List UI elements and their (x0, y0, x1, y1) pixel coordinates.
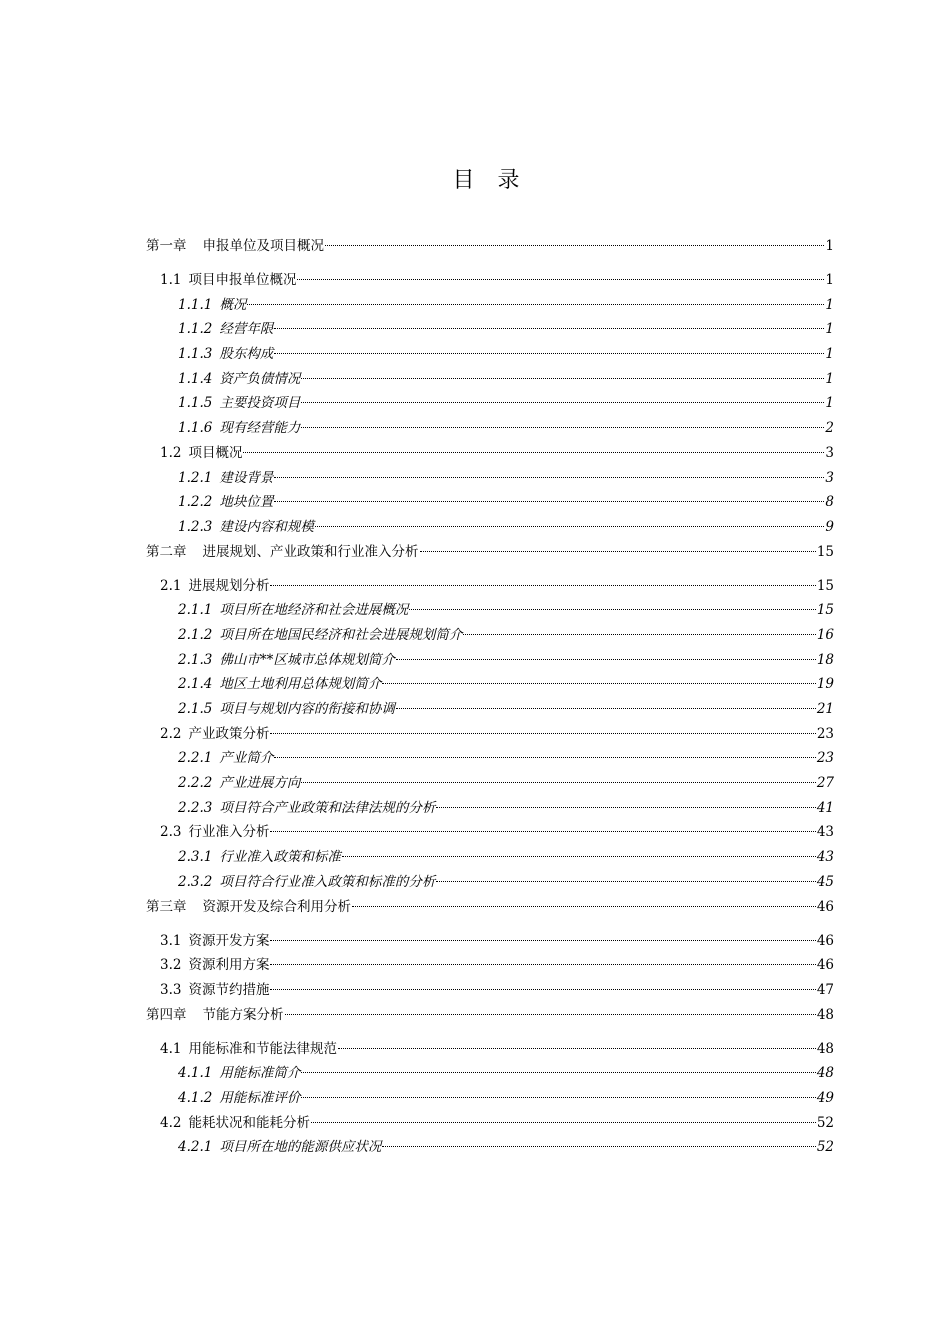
toc-dot-leader (270, 964, 815, 965)
toc-entry-number: 2.3 (160, 824, 182, 841)
toc-entry-text: 产业简介 (219, 750, 274, 767)
toc-entry-number: 2.3.1 (178, 849, 213, 866)
toc-dot-leader (436, 881, 815, 882)
toc-entry-text: 资源开发方案 (188, 932, 270, 949)
toc-entry-text: 资源节约措施 (188, 981, 270, 998)
toc-entry-label (146, 895, 351, 920)
toc-entry-number: 2.1.3 (178, 651, 213, 668)
table-of-contents (146, 234, 834, 1160)
toc-dot-leader (274, 757, 815, 758)
toc-entry[interactable] (146, 953, 834, 978)
toc-page-number: 52 (816, 1114, 834, 1131)
toc-entry-text: 建设背景 (219, 469, 274, 486)
toc-page-number: 15 (816, 577, 834, 594)
toc-entry-number: 2.2.1 (178, 750, 213, 767)
toc-entry-number: 2.1.2 (178, 626, 213, 643)
toc-page-number: 15 (816, 543, 834, 560)
toc-page-number: 3 (825, 444, 834, 461)
toc-dot-leader (338, 1048, 816, 1049)
toc-entry-text: 申报单位及项目概况 (202, 238, 324, 254)
toc-page-number: 3 (825, 469, 834, 486)
toc-entry-text: 项目所在地经济和社会进展概况 (219, 602, 409, 619)
toc-entry-text: 现有经营能力 (219, 420, 301, 437)
toc-entry[interactable] (146, 1037, 834, 1062)
toc-page-number: 45 (816, 873, 834, 890)
toc-page-number: 2 (825, 420, 834, 437)
toc-page-number: 21 (816, 701, 834, 717)
toc-entry-text: 节能方案分析 (202, 1006, 284, 1023)
toc-entry-text: 地区土地利用总体规划简介 (219, 676, 382, 693)
toc-entry[interactable] (146, 895, 834, 929)
toc-entry-label (178, 490, 273, 515)
toc-dot-leader (301, 402, 824, 403)
toc-entry-text: 行业准入分析 (188, 824, 270, 841)
toc-entry-text: 地块位置 (219, 494, 274, 511)
toc-entry-text: 资源利用方案 (188, 957, 270, 974)
toc-dot-leader (382, 1146, 815, 1147)
toc-dot-leader (315, 526, 825, 527)
toc-entry-text: 用能标准简介 (219, 1065, 301, 1082)
toc-entry[interactable] (146, 1061, 834, 1086)
toc-page-number: 49 (816, 1089, 834, 1106)
toc-page-number: 48 (816, 1040, 834, 1057)
toc-entry-label (178, 796, 435, 821)
toc-dot-leader (301, 1072, 815, 1073)
toc-entry-number: 1.1 (160, 272, 182, 288)
toc-entry-label (146, 540, 419, 565)
toc-entry[interactable] (146, 820, 834, 845)
toc-entry-text: 股东构成 (219, 346, 274, 363)
toc-dot-leader (270, 831, 815, 832)
toc-dot-leader (436, 807, 815, 808)
toc-page-number: 46 (816, 898, 834, 915)
toc-dot-leader (396, 659, 816, 660)
toc-entry-label (178, 1086, 300, 1111)
toc-entry-number: 1.1.5 (178, 395, 213, 412)
toc-entry-label (178, 391, 300, 416)
toc-entry-label (160, 268, 296, 293)
toc-entry-number: 2.2 (160, 725, 182, 742)
toc-entry-number: 2.1.1 (178, 602, 213, 619)
toc-entry-text: 主要投资项目 (219, 395, 301, 412)
toc-entry-number: 3.2 (160, 957, 182, 974)
toc-entry-text: 项目与规划内容的衔接和协调 (219, 701, 395, 717)
toc-entry-label (160, 953, 269, 978)
toc-dot-leader (247, 304, 824, 305)
toc-entry[interactable] (146, 929, 834, 954)
toc-entry-text: 产业政策分析 (188, 725, 270, 742)
toc-dot-leader (270, 585, 815, 586)
toc-dot-leader (270, 940, 815, 941)
toc-page-number: 43 (816, 824, 834, 841)
toc-entry[interactable] (146, 1086, 834, 1111)
toc-entry-number: 1.1.4 (178, 370, 213, 387)
toc-entry-label (178, 367, 300, 392)
toc-entry-label (178, 771, 300, 796)
toc-entry[interactable] (146, 234, 834, 268)
toc-dot-leader (301, 1097, 815, 1098)
toc-entry-label (178, 1061, 300, 1086)
toc-dot-leader (301, 782, 815, 783)
toc-dot-leader (325, 245, 824, 246)
toc-entry-label (178, 293, 246, 318)
toc-entry-text: 项目概况 (188, 444, 243, 461)
toc-entry[interactable] (146, 978, 834, 1003)
toc-page-number: 1 (825, 395, 834, 412)
toc-entry-label (178, 598, 408, 623)
toc-entry[interactable] (146, 845, 834, 870)
toc-entry-label (178, 648, 395, 673)
toc-entry[interactable] (146, 466, 834, 491)
toc-entry[interactable] (146, 515, 834, 540)
toc-entry-number: 2.3.2 (178, 873, 213, 890)
toc-dot-leader (311, 1122, 816, 1123)
toc-page-number: 1 (825, 370, 834, 387)
toc-page-number: 1 (825, 346, 834, 363)
toc-page-number: 15 (816, 602, 834, 619)
toc-entry-number: 4.2 (160, 1114, 182, 1131)
toc-entry[interactable] (146, 416, 834, 441)
toc-page-number: 1 (825, 321, 834, 338)
toc-dot-leader (274, 328, 824, 329)
toc-entry[interactable] (146, 623, 834, 648)
toc-entry-number: 2.1.4 (178, 676, 213, 693)
toc-page-number: 27 (816, 775, 834, 792)
toc-page-number: 43 (816, 849, 834, 866)
toc-entry-label (146, 1003, 284, 1028)
toc-dot-leader (274, 501, 824, 502)
toc-dot-leader (301, 378, 824, 379)
toc-entry[interactable] (146, 648, 834, 673)
toc-entry-number: 1.1.2 (178, 321, 213, 338)
toc-entry-label (146, 234, 324, 259)
toc-page-number: 48 (816, 1065, 834, 1082)
toc-entry-text: 项目符合产业政策和法律法规的分析 (219, 799, 436, 816)
toc-entry-text: 用能标准评价 (219, 1089, 301, 1106)
toc-dot-leader (352, 906, 816, 907)
toc-dot-leader (243, 452, 824, 453)
toc-entry-label (178, 672, 381, 697)
toc-dot-leader (274, 353, 824, 354)
toc-entry[interactable] (146, 722, 834, 747)
toc-entry-number: 第四章 (146, 1006, 187, 1023)
toc-dot-leader (301, 427, 824, 428)
toc-entry-label (178, 317, 273, 342)
toc-dot-leader (274, 477, 824, 478)
toc-entry-number: 第一章 (146, 238, 187, 254)
toc-entry[interactable] (146, 870, 834, 895)
toc-dot-leader (285, 1014, 816, 1015)
toc-page-number: 9 (825, 518, 834, 535)
toc-entry-number: 4.1.1 (178, 1065, 213, 1082)
toc-page-number: 46 (816, 932, 834, 949)
toc-entry-label (160, 441, 242, 466)
toc-entry-number: 1.2.2 (178, 494, 213, 511)
toc-entry[interactable] (146, 367, 834, 392)
toc-entry[interactable] (146, 796, 834, 821)
toc-entry-number: 1.2.3 (178, 518, 213, 535)
toc-entry[interactable] (146, 268, 834, 293)
toc-entry-text: 资源开发及综合利用分析 (202, 898, 351, 915)
toc-entry-number: 4.1 (160, 1040, 182, 1057)
toc-entry[interactable] (146, 391, 834, 416)
toc-dot-leader (420, 551, 816, 552)
toc-page-number: 41 (816, 799, 834, 816)
toc-entry-text: 经营年限 (219, 321, 274, 338)
toc-page-number: 18 (816, 651, 834, 668)
toc-entry-number: 2.2.2 (178, 775, 213, 792)
toc-dot-leader (270, 733, 815, 734)
toc-entry[interactable] (146, 540, 834, 574)
toc-entry-text: 项目申报单位概况 (188, 272, 297, 288)
toc-entry-label (178, 342, 273, 367)
toc-page-number: 1 (825, 238, 834, 254)
toc-entry-number: 第三章 (146, 898, 187, 915)
toc-entry-label (178, 466, 273, 491)
toc-entry-number: 4.1.2 (178, 1089, 213, 1106)
toc-page-number: 1 (825, 296, 834, 313)
toc-entry-label (178, 697, 395, 722)
toc-entry-number: 1.1.3 (178, 346, 213, 363)
toc-entry-label (160, 722, 269, 747)
toc-dot-leader (297, 279, 824, 280)
toc-page-number: 52 (816, 1139, 834, 1156)
toc-entry-label (160, 978, 269, 1003)
toc-entry-text: 能耗状况和能耗分析 (188, 1114, 310, 1131)
toc-title: 目 录 (452, 168, 528, 193)
toc-entry-label (178, 870, 435, 895)
toc-entry[interactable] (146, 293, 834, 318)
toc-entry-label (178, 746, 273, 771)
toc-page-number: 19 (816, 676, 834, 693)
toc-entry-label (178, 1135, 381, 1160)
toc-entry[interactable] (146, 697, 834, 722)
toc-entry-number: 第二章 (146, 543, 187, 560)
toc-entry[interactable] (146, 490, 834, 515)
toc-entry[interactable] (146, 574, 834, 599)
toc-entry-label (178, 515, 314, 540)
toc-dot-leader (463, 634, 815, 635)
toc-entry[interactable] (146, 672, 834, 697)
toc-entry-number: 2.1.5 (178, 701, 213, 717)
toc-entry-number: 2.1 (160, 577, 182, 594)
toc-entry-text: 项目所在地的能源供应状况 (219, 1139, 382, 1156)
toc-page-number: 23 (816, 750, 834, 767)
toc-entry-text: 项目所在地国民经济和社会进展规划简介 (219, 626, 463, 643)
toc-entry-label (178, 623, 462, 648)
toc-entry-text: 建设内容和规模 (219, 518, 314, 535)
toc-entry-text: 资产负债情况 (219, 370, 301, 387)
toc-entry[interactable] (146, 1003, 834, 1037)
toc-entry-number: 1.1.1 (178, 296, 213, 313)
toc-entry[interactable] (146, 1111, 834, 1136)
toc-entry-number: 1.2 (160, 444, 182, 461)
toc-entry-number: 4.2.1 (178, 1139, 213, 1156)
toc-dot-leader (396, 708, 816, 709)
toc-entry-label (160, 820, 269, 845)
toc-entry-label (178, 845, 341, 870)
toc-entry-text: 进展规划分析 (188, 577, 270, 594)
toc-entry-label (178, 416, 300, 441)
toc-entry-text: 进展规划、产业政策和行业准入分析 (202, 543, 419, 560)
toc-entry[interactable] (146, 1135, 834, 1160)
toc-entry-text: 行业准入政策和标准 (219, 849, 341, 866)
toc-entry-text: 概况 (219, 296, 247, 313)
toc-entry-text: 产业进展方向 (219, 775, 301, 792)
toc-dot-leader (342, 856, 816, 857)
toc-entry-number: 1.2.1 (178, 469, 213, 486)
toc-dot-leader (270, 989, 815, 990)
toc-entry-number: 3.1 (160, 932, 182, 949)
toc-page-number: 47 (816, 981, 834, 998)
toc-entry-label (160, 574, 269, 599)
toc-page-number: 8 (825, 494, 834, 511)
toc-page-number: 16 (816, 626, 834, 643)
toc-page-number: 23 (816, 725, 834, 742)
toc-entry[interactable] (146, 441, 834, 466)
toc-entry[interactable] (146, 342, 834, 367)
toc-entry-number: 2.2.3 (178, 799, 213, 816)
toc-entry-text: 项目符合行业准入政策和标准的分析 (219, 873, 436, 890)
toc-page-number: 48 (816, 1006, 834, 1023)
toc-entry[interactable] (146, 771, 834, 796)
toc-page-number: 1 (825, 272, 834, 288)
toc-entry-number: 3.3 (160, 981, 182, 998)
toc-entry-text: 佛山市**区城市总体规划简介 (219, 651, 395, 668)
toc-entry[interactable] (146, 746, 834, 771)
toc-entry[interactable] (146, 317, 834, 342)
toc-entry-number: 1.1.6 (178, 420, 213, 437)
toc-entry-label (160, 929, 269, 954)
toc-entry-label (160, 1037, 337, 1062)
toc-entry-text: 用能标准和节能法律规范 (188, 1040, 337, 1057)
toc-entry-label (160, 1111, 310, 1136)
toc-dot-leader (382, 683, 815, 684)
toc-page-number: 46 (816, 957, 834, 974)
toc-dot-leader (409, 609, 815, 610)
toc-entry[interactable] (146, 598, 834, 623)
